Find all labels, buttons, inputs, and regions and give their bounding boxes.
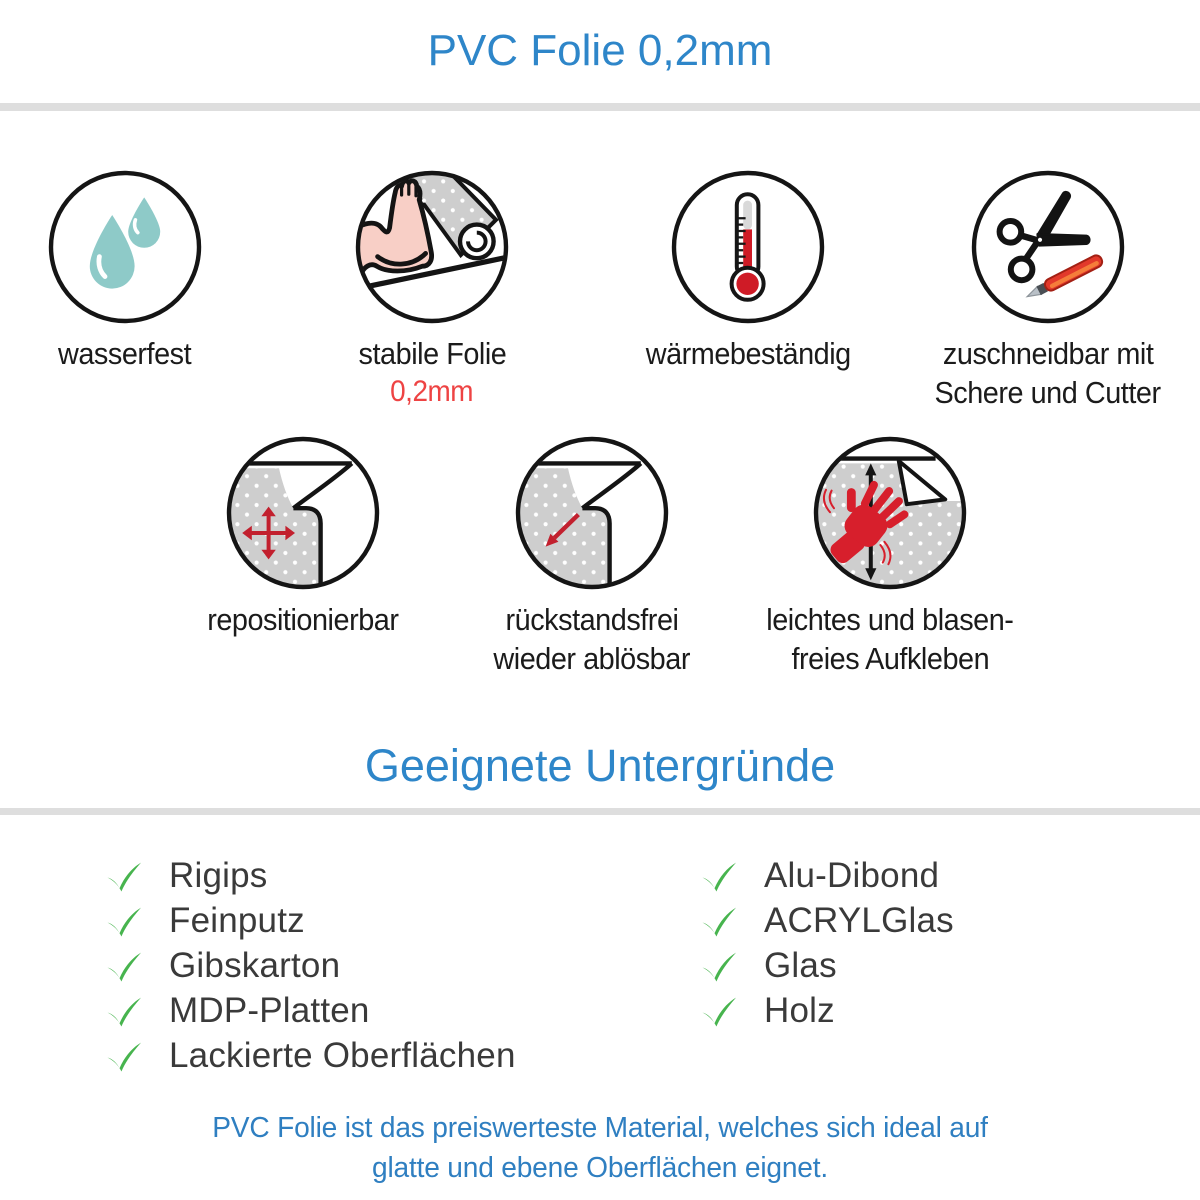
- feature-zuschneidbar: [908, 167, 1188, 412]
- check-icon: [700, 860, 738, 892]
- repositionable-foil-icon: [223, 433, 383, 593]
- feature-label: wärmebeständig: [645, 336, 851, 371]
- divider-middle: [0, 808, 1200, 815]
- list-item: [105, 1033, 700, 1078]
- feature-label-line2: wieder ablösbar: [493, 641, 691, 676]
- list-item: [700, 853, 1200, 898]
- waterproof-drops-icon: [45, 167, 205, 327]
- removable-foil-icon: [512, 433, 672, 593]
- feature-label-line1: rückstandsfrei: [505, 602, 679, 637]
- surface-list-left: [105, 853, 700, 1078]
- check-icon: [105, 995, 143, 1027]
- feature-waermebestaendig: [618, 167, 878, 373]
- check-icon: [105, 1040, 143, 1072]
- surface-name: Glas: [764, 945, 837, 985]
- section-heading: Geeignete Untergründe: [364, 740, 836, 791]
- check-icon: [105, 860, 143, 892]
- surface-name: Rigips: [169, 855, 268, 895]
- feature-stabile-folie: [312, 167, 552, 410]
- feature-label-line1: zuschneidbar mit: [942, 336, 1154, 371]
- list-item: [105, 853, 700, 898]
- list-item: [700, 943, 1200, 988]
- list-item: [105, 988, 700, 1033]
- list-item: [700, 898, 1200, 943]
- feature-label: stabile Folie: [358, 336, 506, 371]
- thermometer-icon: [668, 167, 828, 327]
- feature-wasserfest: [15, 167, 235, 373]
- surface-name: Gibskarton: [169, 945, 341, 985]
- surface-name: ACRYLGlas: [764, 900, 954, 940]
- surface-name: Feinputz: [169, 900, 305, 940]
- surface-name: MDP-Platten: [169, 990, 370, 1030]
- feature-row-2: [0, 433, 1200, 683]
- page-title: PVC Folie 0,2mm: [427, 26, 773, 75]
- divider-top: [0, 103, 1200, 111]
- scissors-cutter-icon: [968, 167, 1128, 327]
- list-item: [105, 898, 700, 943]
- check-icon: [105, 905, 143, 937]
- check-icon: [105, 950, 143, 982]
- feature-blasenfrei: [740, 433, 1040, 678]
- surface-name: Alu-Dibond: [764, 855, 940, 895]
- check-icon: [700, 905, 738, 937]
- feature-repositionierbar: [173, 433, 433, 639]
- check-icon: [700, 950, 738, 982]
- feature-thickness-note: 0,2mm: [390, 375, 474, 408]
- footer-line1: PVC Folie ist das preiswerteste Material, welches sich ideal auf: [212, 1112, 988, 1144]
- list-item: [700, 988, 1200, 1033]
- feature-label-line1: leichtes und blasen-: [766, 602, 1014, 637]
- footer-note: [0, 1108, 1200, 1188]
- feature-label-line2: Schere und Cutter: [934, 375, 1162, 410]
- strong-arm-foil-icon: [352, 167, 512, 327]
- feature-label-line2: freies Aufkleben: [791, 641, 989, 676]
- hand-smoothing-foil-icon: [810, 433, 970, 593]
- feature-rueckstandsfrei: [462, 433, 722, 678]
- feature-row-1: [0, 167, 1200, 409]
- surface-list-right: [700, 853, 1200, 1078]
- list-item: [105, 943, 700, 988]
- feature-label: repositionierbar: [207, 602, 399, 637]
- surface-name: Holz: [764, 990, 835, 1030]
- suitable-surfaces-list: [0, 853, 1200, 1078]
- surface-name: Lackierte Oberflächen: [169, 1035, 516, 1075]
- feature-label: wasserfest: [58, 336, 192, 371]
- footer-line2: glatte und ebene Oberflächen eignet.: [372, 1152, 828, 1184]
- check-icon: [700, 995, 738, 1027]
